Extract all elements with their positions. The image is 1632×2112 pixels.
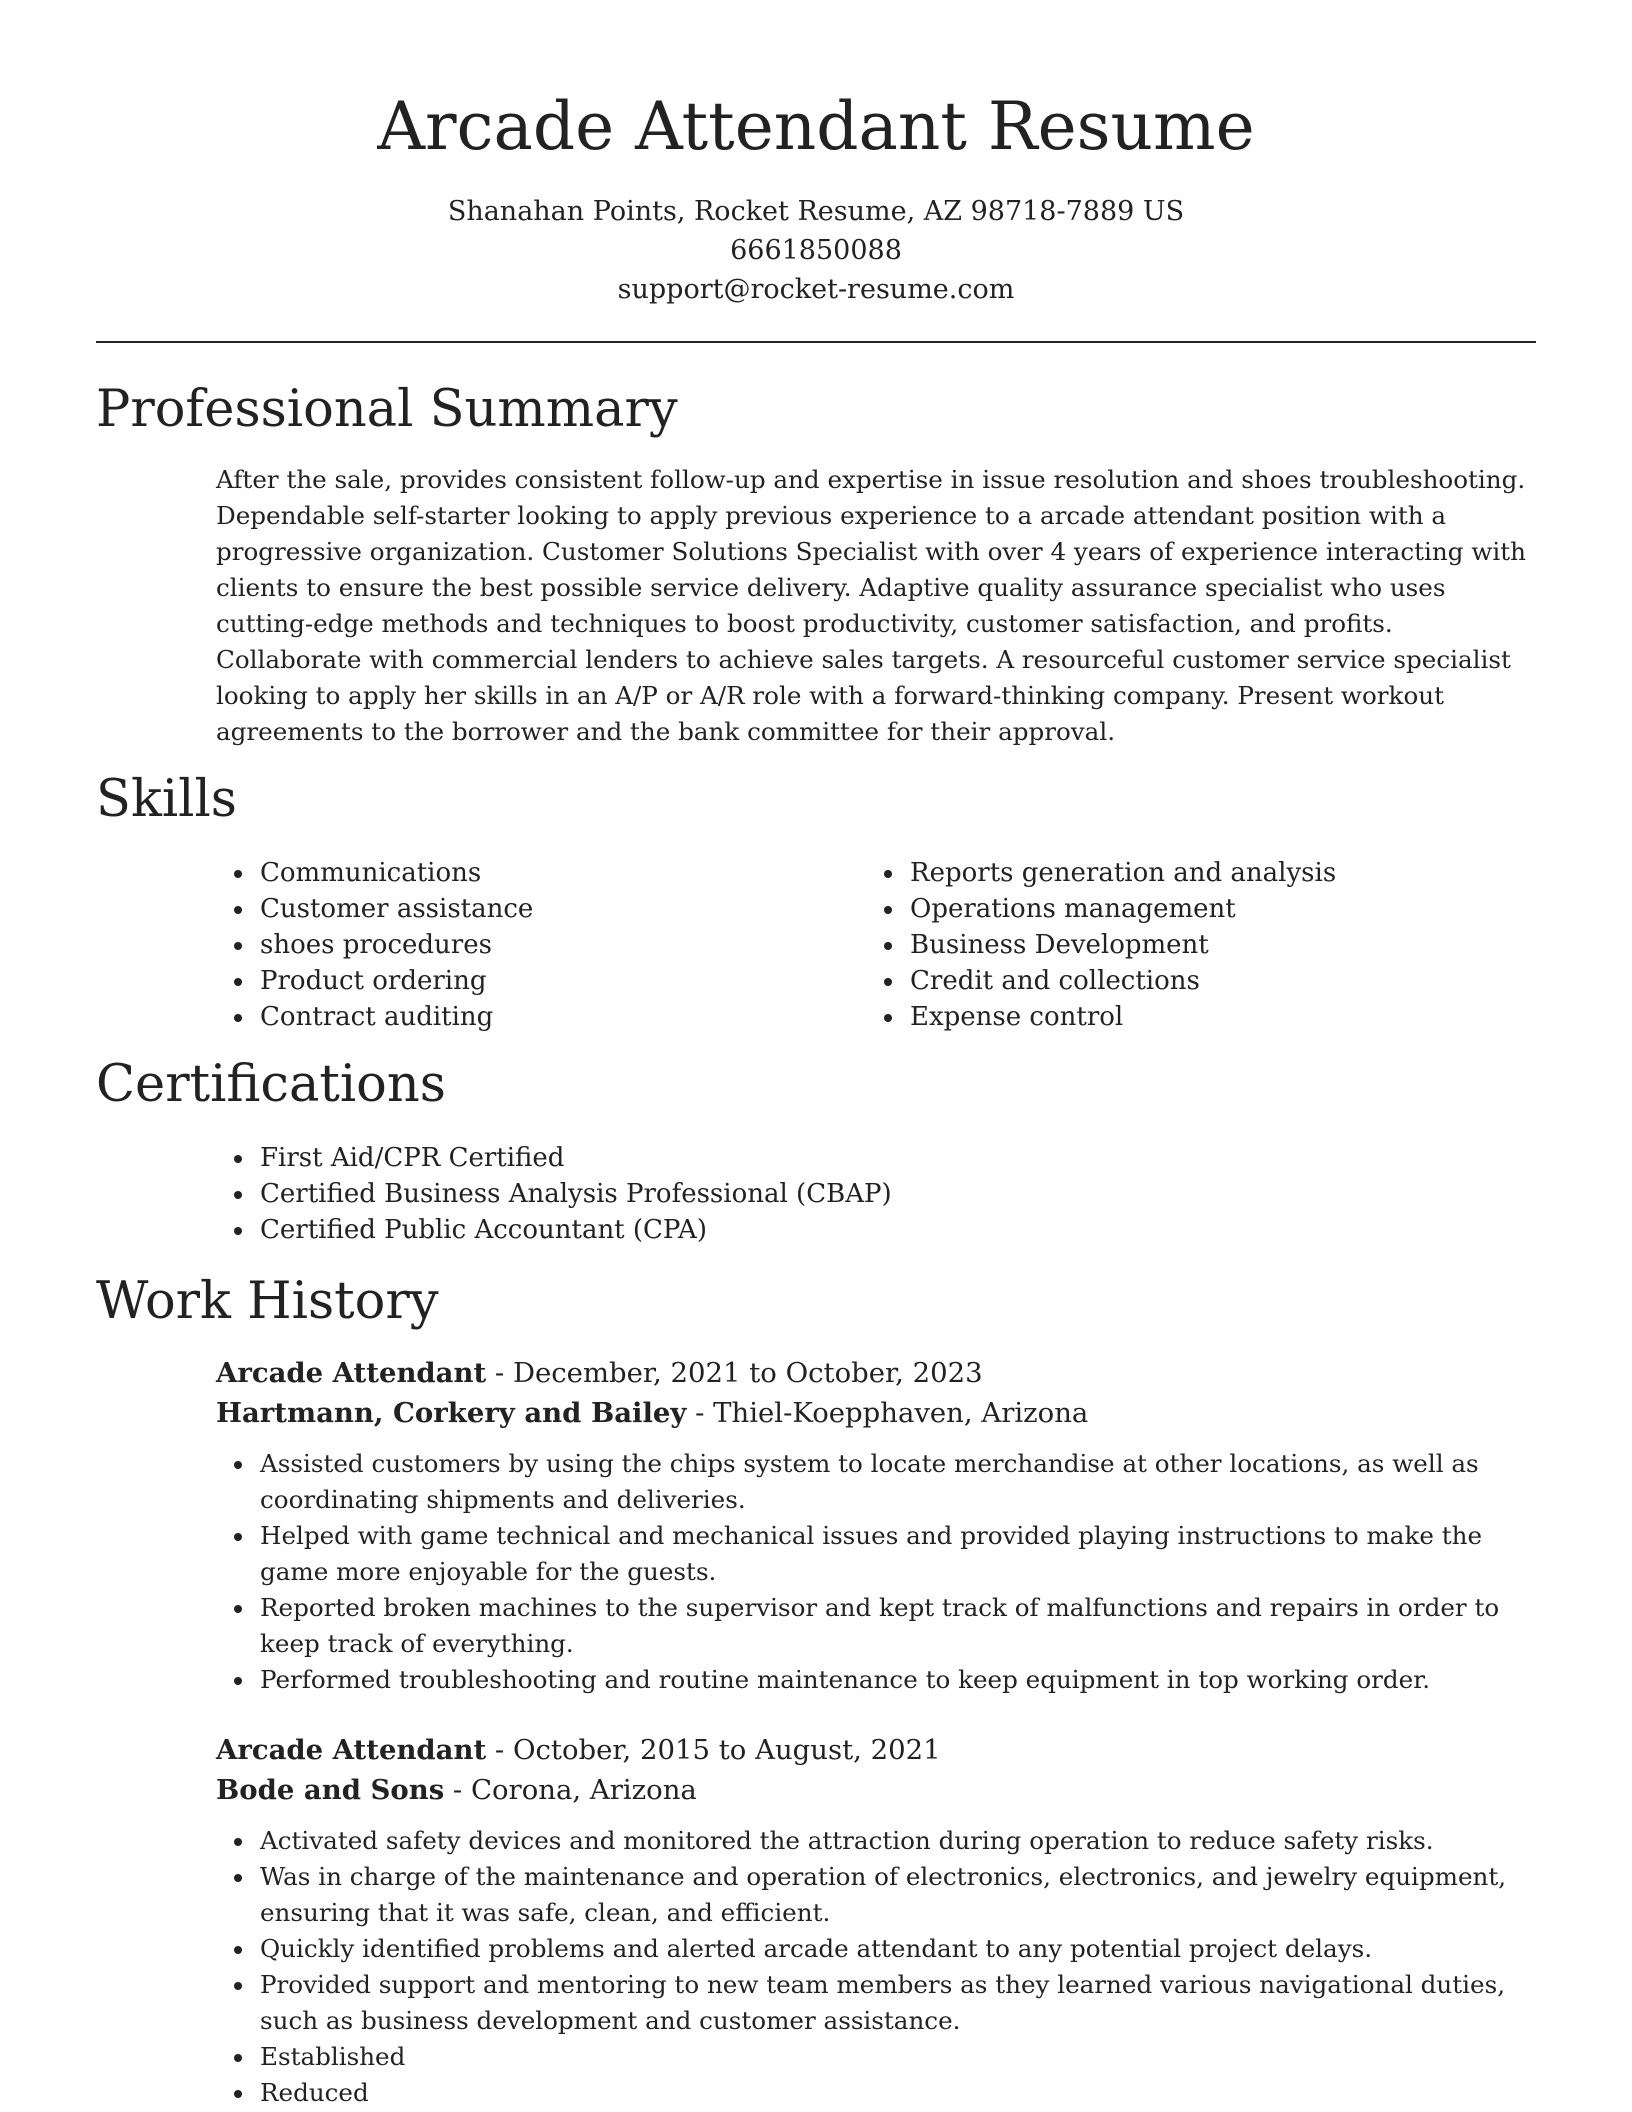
certification-item: First Aid/CPR Certified xyxy=(216,1140,1536,1176)
certifications-heading: Certifications xyxy=(96,1055,446,1114)
skills-list-right xyxy=(866,855,1536,1035)
job-bullet: Activated safety devices and monitored the attraction during operation to reduce safety risks. xyxy=(216,1823,1542,1859)
job-title-line xyxy=(216,1730,941,1770)
skill-item: Credit and collections xyxy=(866,963,1536,999)
skill-item: Communications xyxy=(216,855,816,891)
contact-email: support@rocket-resume.com xyxy=(617,274,1015,305)
job-location: - Thiel-Koepphaven, Arizona xyxy=(686,1397,1089,1429)
work-history-heading: Work History xyxy=(96,1272,439,1331)
summary-text: After the sale, provides consistent follow-up and expertise in issue resolution and shoes troubleshooting. Dependable self-starter looking to apply previous experience to a arcade attendant position with a progressive organization. Customer Solutions Specialist with over 4 years of experience interacting with clients to ensure the best possible service delivery. Adaptive quality assurance specialist who uses cutting-edge methods and techniques to boost productivity, customer satisfaction, and profits. Collaborate with commercial lenders to achieve sales targets. A resourceful customer service specialist looking to apply her skills in an A/P or A/R role with a forward-thinking company. Present workout agreements to the borrower and the bank committee for their approval. xyxy=(216,465,1526,746)
skill-item: Reports generation and analysis xyxy=(866,855,1536,891)
job-company-line xyxy=(216,1770,697,1810)
contact-address: Shanahan Points, Rocket Resume, AZ 98718-7889 US xyxy=(447,196,1185,227)
skills-heading: Skills xyxy=(96,770,237,829)
job-title-line xyxy=(216,1353,983,1393)
job-bullet: Reported broken machines to the supervisor and kept track of malfunctions and repairs in order to keep track of everything. xyxy=(216,1590,1542,1662)
job-bullet: Was in charge of the maintenance and operation of electronics, electronics, and jewelry equipment, ensuring that it was safe, clean, and efficient. xyxy=(216,1859,1542,1931)
skill-item: Customer assistance xyxy=(216,891,816,927)
skill-item: Expense control xyxy=(866,999,1536,1035)
job-dates: - October, 2015 to August, 2021 xyxy=(486,1734,941,1766)
job-bullet: Provided support and mentoring to new team members as they learned various navigational duties, such as business development and customer assistance. xyxy=(216,1967,1542,2039)
skill-item: shoes procedures xyxy=(216,927,816,963)
skills-list-left xyxy=(216,855,816,1035)
contact-phone: 6661850088 xyxy=(730,235,902,266)
job-bullet: Established xyxy=(216,2039,1542,2075)
contact-block xyxy=(0,192,1632,309)
job-bullets xyxy=(216,1446,1542,1698)
certifications-list xyxy=(216,1140,1536,1248)
summary-heading: Professional Summary xyxy=(96,380,678,439)
job-bullet: Assisted customers by using the chips system to locate merchandise at other locations, as well as coordinating shipments and deliveries. xyxy=(216,1446,1542,1518)
resume-title: Arcade Attendant Resume xyxy=(377,88,1255,165)
job-bullets xyxy=(216,1823,1542,2111)
job-title: Arcade Attendant xyxy=(216,1357,487,1389)
skill-item: Contract auditing xyxy=(216,999,816,1035)
certification-item: Certified Business Analysis Professional (CBAP) xyxy=(216,1176,1536,1212)
job-location: - Corona, Arizona xyxy=(444,1774,697,1806)
job-title: Arcade Attendant xyxy=(216,1734,487,1766)
job-company-line xyxy=(216,1393,1088,1433)
job-bullet: Quickly identified problems and alerted arcade attendant to any potential project delays. xyxy=(216,1931,1542,1967)
job-company: Hartmann, Corkery and Bailey xyxy=(216,1397,687,1429)
skill-item: Product ordering xyxy=(216,963,816,999)
skill-item: Business Development xyxy=(866,927,1536,963)
skill-item: Operations management xyxy=(866,891,1536,927)
job-dates: - December, 2021 to October, 2023 xyxy=(486,1357,983,1389)
job-bullet: Reduced xyxy=(216,2075,1542,2111)
header-divider xyxy=(96,341,1536,343)
certification-item: Certified Public Accountant (CPA) xyxy=(216,1212,1536,1248)
job-company: Bode and Sons xyxy=(216,1774,445,1806)
job-bullet: Performed troubleshooting and routine maintenance to keep equipment in top working order. xyxy=(216,1662,1542,1698)
job-bullet: Helped with game technical and mechanical issues and provided playing instructions to make the game more enjoyable for the guests. xyxy=(216,1518,1542,1590)
